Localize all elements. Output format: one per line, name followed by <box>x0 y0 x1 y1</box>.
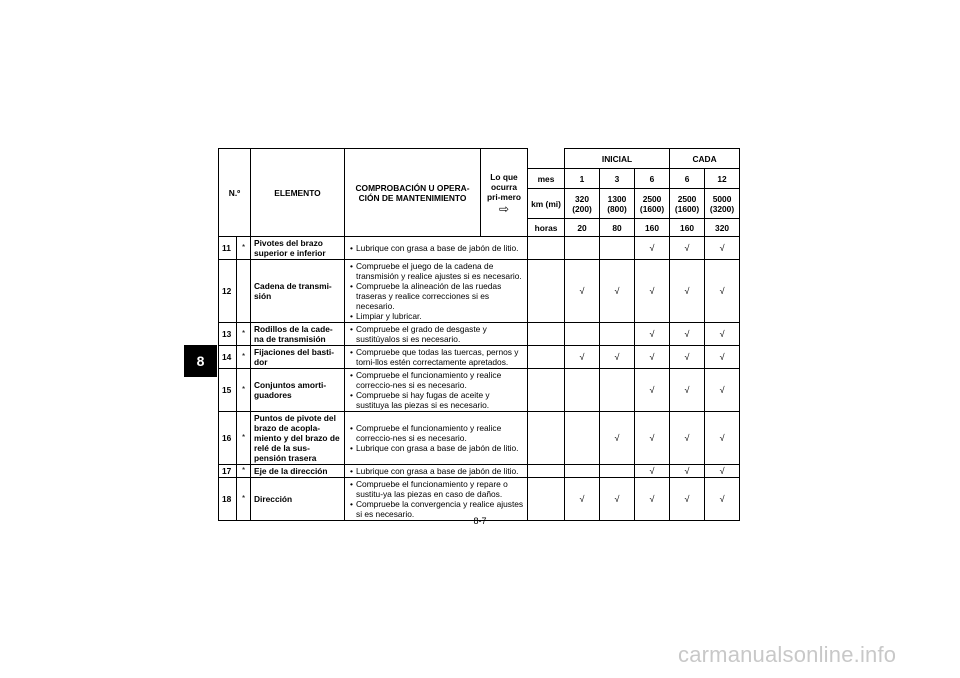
check-mark: √ <box>635 412 670 465</box>
asterisk-mark: * <box>237 323 251 346</box>
watermark: carmanualsonline.info <box>678 642 897 667</box>
arrow-right-icon: ⇨ <box>498 201 510 216</box>
row-number: 13 <box>219 323 237 346</box>
check-mark: √ <box>565 478 600 521</box>
row-number: 18 <box>219 478 237 521</box>
km-label: km (mi) <box>528 189 565 219</box>
operation-item: • Lubrique con grasa a base de jabón de litio. <box>348 466 524 476</box>
empty-check-cell <box>565 369 600 412</box>
operation-item: • Compruebe el funcionamiento y repare o sustitu-ya las piezas en caso de daños. <box>348 479 524 499</box>
operation-list <box>348 243 524 253</box>
asterisk-mark: * <box>237 478 251 521</box>
table-row <box>219 465 740 478</box>
label-column-cell <box>528 237 565 260</box>
empty-check-cell <box>565 465 600 478</box>
operations-cell <box>345 412 528 465</box>
table-row <box>219 412 740 465</box>
label-column-cell <box>528 412 565 465</box>
operation-list <box>348 261 524 321</box>
check-mark: √ <box>635 478 670 521</box>
operation-list <box>348 466 524 476</box>
check-mark: √ <box>670 323 705 346</box>
asterisk-mark: * <box>237 465 251 478</box>
check-mark: √ <box>565 260 600 323</box>
km-value: 2500 (1600) <box>635 189 670 219</box>
mes-value: 1 <box>565 169 600 189</box>
asterisk-mark: * <box>237 237 251 260</box>
header-cada: CADA <box>670 149 740 169</box>
check-mark: √ <box>670 465 705 478</box>
check-mark: √ <box>635 369 670 412</box>
mes-value: 6 <box>670 169 705 189</box>
operation-list <box>348 479 524 519</box>
check-mark: √ <box>670 346 705 369</box>
check-mark: √ <box>705 237 740 260</box>
label-column-cell <box>528 478 565 521</box>
mes-value: 3 <box>600 169 635 189</box>
horas-value: 160 <box>635 219 670 237</box>
row-number: 16 <box>219 412 237 465</box>
operations-cell <box>345 465 528 478</box>
operation-item: • Lubrique con grasa a base de jabón de litio. <box>348 443 524 453</box>
empty-check-cell <box>565 323 600 346</box>
asterisk-mark: * <box>237 369 251 412</box>
header-element: ELEMENTO <box>251 149 345 237</box>
operation-item: • Compruebe el grado de desgaste y sustitúyalos si es necesario. <box>348 324 524 344</box>
km-value: 320 (200) <box>565 189 600 219</box>
operation-list <box>348 370 524 410</box>
element-name: Conjuntos amorti-guadores <box>251 369 345 412</box>
operation-item: • Compruebe la convergencia y realice ajustes si es necesario. <box>348 499 524 519</box>
element-name: Cadena de transmi-sión <box>251 260 345 323</box>
asterisk-mark: * <box>237 346 251 369</box>
element-name: Rodillos de la cade-na de transmisión <box>251 323 345 346</box>
operation-list <box>348 324 524 344</box>
check-mark: √ <box>705 346 740 369</box>
empty-check-cell <box>600 465 635 478</box>
check-mark: √ <box>705 369 740 412</box>
check-mark: √ <box>705 478 740 521</box>
element-name: Eje de la dirección <box>251 465 345 478</box>
km-value: 5000 (3200) <box>705 189 740 219</box>
chapter-tab: 8 <box>184 345 217 377</box>
check-mark: √ <box>705 260 740 323</box>
check-mark: √ <box>705 465 740 478</box>
check-mark: √ <box>635 346 670 369</box>
element-name: Dirección <box>251 478 345 521</box>
horas-value: 160 <box>670 219 705 237</box>
check-mark: √ <box>600 346 635 369</box>
check-mark: √ <box>670 369 705 412</box>
check-mark: √ <box>600 412 635 465</box>
horas-value: 80 <box>600 219 635 237</box>
element-name: Pivotes del brazo superior e inferior <box>251 237 345 260</box>
empty-check-cell <box>600 323 635 346</box>
operation-item: • Compruebe el juego de la cadena de transmisión y realice ajustes si es necesario. <box>348 261 524 281</box>
empty-check-cell <box>600 237 635 260</box>
check-mark: √ <box>635 465 670 478</box>
mes-label: mes <box>528 169 565 189</box>
header-blank <box>528 149 565 169</box>
row-number: 11 <box>219 237 237 260</box>
table-row <box>219 237 740 260</box>
table-body <box>219 237 740 521</box>
horas-value: 20 <box>565 219 600 237</box>
mes-value: 6 <box>635 169 670 189</box>
operations-cell <box>345 237 528 260</box>
whichever-label: Lo que ocurra pri-mero <box>487 171 521 202</box>
operation-item: • Compruebe la alineación de las ruedas traseras y realice correcciones si es necesario. <box>348 281 524 311</box>
check-mark: √ <box>670 412 705 465</box>
check-mark: √ <box>705 412 740 465</box>
check-mark: √ <box>635 323 670 346</box>
empty-check-cell <box>565 237 600 260</box>
label-column-cell <box>528 323 565 346</box>
header-check: COMPROBACIÓN U OPERA-CIÓN DE MANTENIMIENTO <box>345 149 481 237</box>
horas-label: horas <box>528 219 565 237</box>
table-row <box>219 323 740 346</box>
table-header <box>219 149 740 237</box>
check-mark: √ <box>705 323 740 346</box>
row-number: 17 <box>219 465 237 478</box>
operations-cell <box>345 346 528 369</box>
operation-item: • Compruebe el funcionamiento y realice correccio-nes si es necesario. <box>348 370 524 390</box>
horas-value: 320 <box>705 219 740 237</box>
asterisk-mark: * <box>237 412 251 465</box>
km-value: 1300 (800) <box>600 189 635 219</box>
empty-check-cell <box>600 369 635 412</box>
operation-list <box>348 347 524 367</box>
operations-cell <box>345 323 528 346</box>
check-mark: √ <box>635 237 670 260</box>
operation-item: • Lubrique con grasa a base de jabón de litio. <box>348 243 524 253</box>
operation-list <box>348 423 524 453</box>
check-mark: √ <box>600 478 635 521</box>
label-column-cell <box>528 260 565 323</box>
element-name: Fijaciones del basti-dor <box>251 346 345 369</box>
header-whichever <box>481 149 528 237</box>
table-row <box>219 369 740 412</box>
table-row <box>219 478 740 521</box>
header-no: N.º <box>219 149 251 237</box>
label-column-cell <box>528 369 565 412</box>
page-number: 8-7 <box>473 516 487 526</box>
operations-cell <box>345 478 528 521</box>
check-mark: √ <box>600 260 635 323</box>
label-column-cell <box>528 465 565 478</box>
check-mark: √ <box>670 237 705 260</box>
operations-cell <box>345 260 528 323</box>
operation-item: • Compruebe que todas las tuercas, pernos y torni-llos estén correctamente apretados. <box>348 347 524 367</box>
mes-value: 12 <box>705 169 740 189</box>
table-row <box>219 260 740 323</box>
row-number: 15 <box>219 369 237 412</box>
asterisk-mark <box>237 260 251 323</box>
maintenance-table <box>218 148 740 521</box>
check-mark: √ <box>670 478 705 521</box>
operation-item: • Compruebe si hay fugas de aceite y sustituya las piezas si es necesario. <box>348 390 524 410</box>
check-mark: √ <box>635 260 670 323</box>
header-inicial: INICIAL <box>565 149 670 169</box>
row-number: 14 <box>219 346 237 369</box>
operation-item: • Compruebe el funcionamiento y realice correccio-nes si es necesario. <box>348 423 524 443</box>
element-name: Puntos de pivote del brazo de acopla-miento y del brazo de relé de la sus-pensión trasera <box>251 412 345 465</box>
row-number: 12 <box>219 260 237 323</box>
check-mark: √ <box>670 260 705 323</box>
operation-item: • Limpiar y lubricar. <box>348 311 524 321</box>
km-value: 2500 (1600) <box>670 189 705 219</box>
empty-check-cell <box>565 412 600 465</box>
check-mark: √ <box>565 346 600 369</box>
operations-cell <box>345 369 528 412</box>
label-column-cell <box>528 346 565 369</box>
table-row <box>219 346 740 369</box>
